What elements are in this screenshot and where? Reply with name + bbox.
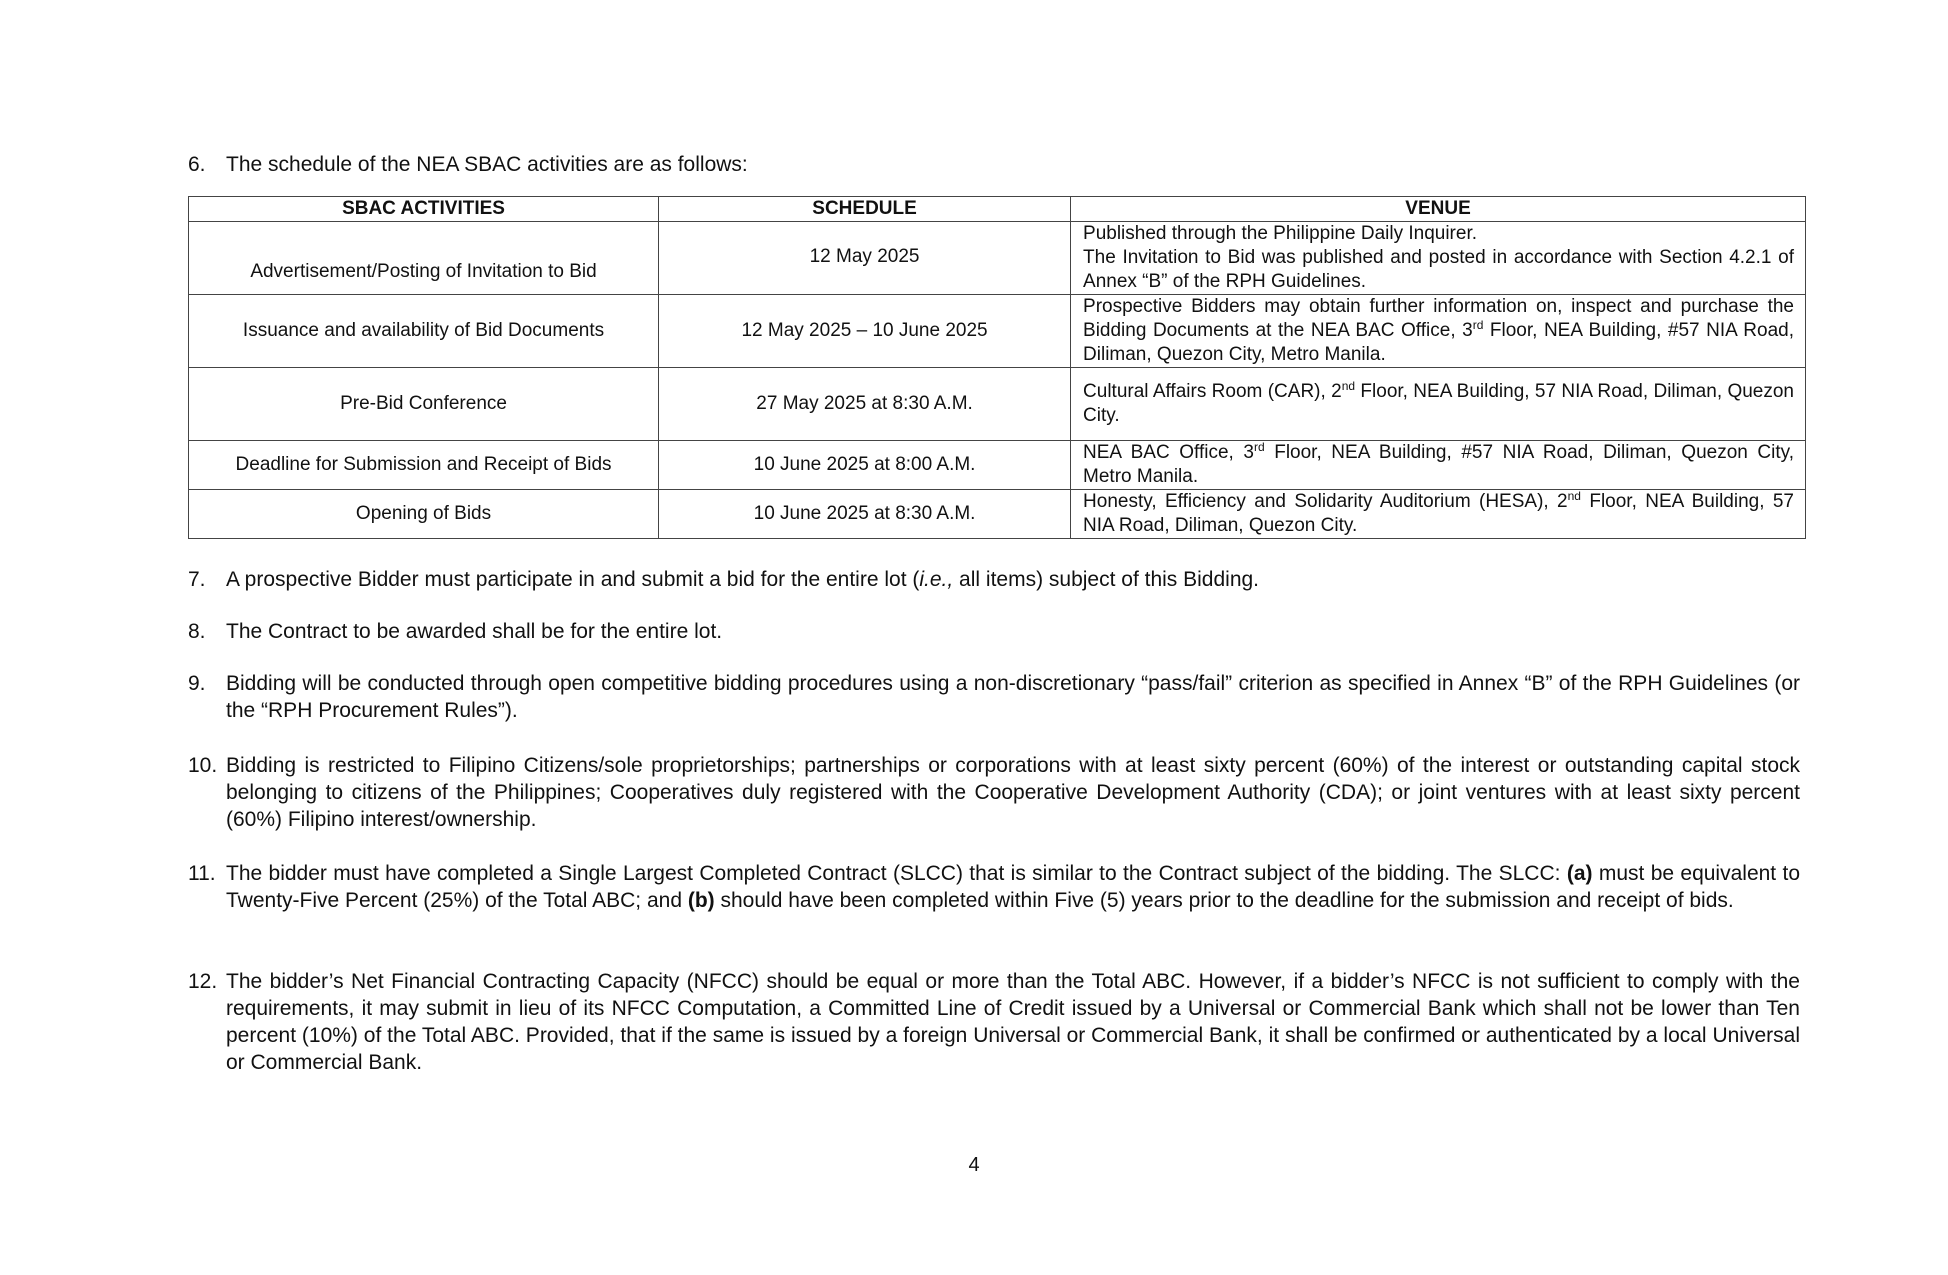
venue-cell (1071, 441, 1806, 490)
text-run: The bidder must have completed a Single Largest Completed Contract (SLCC) that is similar to the Contract subject of the bidding. The SLCC: (226, 862, 1567, 885)
item-text: Bidding will be conducted through open competitive bidding procedures using a non-discretionary “pass/fail” criterion as specified in Annex “B” of the RPH Guidelines (or the “RPH Procurement Rules”). (226, 672, 1800, 722)
venue-text: NEA BAC Office, 3 (1083, 442, 1254, 463)
item-8 (188, 618, 1800, 645)
item-number: 6. (188, 153, 206, 176)
item-text (226, 860, 1800, 914)
venue-cell (1071, 368, 1806, 441)
table-row (189, 441, 1806, 490)
bold-text: (a) (1566, 862, 1593, 885)
item-number: 10. (188, 754, 218, 777)
venue-text: Floor, NEA Building, 57 NIA Road, Diliman, Quezon City. (1083, 381, 1794, 426)
item-12 (188, 968, 1800, 1076)
item-9 (188, 670, 1800, 724)
table-row (189, 490, 1806, 539)
activity-cell: Opening of Bids (189, 490, 659, 539)
bold-text: (b) (687, 889, 715, 912)
table-row (189, 295, 1806, 368)
venue-line: Published through the Philippine Daily Inquirer. (1083, 223, 1478, 244)
activity-cell: Issuance and availability of Bid Documents (189, 295, 659, 368)
text-run: A prospective Bidder must participate in and submit a bid for the entire lot ( (226, 568, 920, 591)
item-7 (188, 566, 1800, 593)
table-row (189, 368, 1806, 441)
text-run: all items) subject of this Bidding. (953, 568, 1260, 591)
text-run: must be equivalent to Twenty-Five Percent (25%) of the Total ABC; and (226, 862, 1800, 912)
page-number: 4 (968, 1154, 980, 1176)
item-text (226, 566, 1800, 593)
venue-text: Floor, NEA Building, #57 NIA Road, Diliman, Quezon City, Metro Manila. (1083, 442, 1794, 487)
item-number: 11. (188, 862, 216, 885)
header-schedule: SCHEDULE (659, 197, 1071, 222)
item-6 (188, 151, 1800, 178)
venue-text: Cultural Affairs Room (CAR), 2 (1083, 381, 1342, 402)
activity-cell: Deadline for Submission and Receipt of Bids (189, 441, 659, 490)
item-11 (188, 860, 1800, 914)
venue-cell (1071, 295, 1806, 368)
schedule-cell: 10 June 2025 at 8:30 A.M. (659, 490, 1071, 539)
venue-line: The Invitation to Bid was published and posted in accordance with Section 4.2.1 of Annex “B” of the RPH Guidelines. (1083, 247, 1794, 292)
item-text: The Contract to be awarded shall be for the entire lot. (226, 620, 723, 643)
header-venue: VENUE (1071, 197, 1806, 222)
item-text: The bidder’s Net Financial Contracting Capacity (NFCC) should be equal or more than the Total ABC. However, if a bidder’s NFCC is not sufficient to comply with the requirements, it may submit in lieu of its NFCC Computation, a Committed Line of Credit issued by a Universal or Commercial Bank which shall not be lower than Ten percent (10%) of the Total ABC. Provided, that if the same is issued by a foreign Universal or Commercial Bank, it shall be confirmed or authenticated by a local Universal or Commercial Bank. (226, 970, 1800, 1074)
schedule-cell: 27 May 2025 at 8:30 A.M. (659, 368, 1071, 441)
item-number: 7. (188, 568, 206, 591)
ordinal-suffix: rd (1472, 318, 1484, 332)
schedule-table (188, 196, 1806, 539)
table-row (189, 222, 1806, 295)
venue-text: Floor, NEA Building, #57 NIA Road, Diliman, Quezon City, Metro Manila. (1083, 320, 1795, 365)
item-text: The schedule of the NEA SBAC activities are as follows: (226, 153, 748, 176)
ordinal-suffix: nd (1341, 379, 1356, 393)
text-run: should have been completed within Five (5) years prior to the deadline for the submission and receipt of bids. (714, 889, 1734, 912)
venue-cell (1071, 222, 1806, 295)
schedule-cell: 10 June 2025 at 8:00 A.M. (659, 441, 1071, 490)
activity-cell: Advertisement/Posting of Invitation to Bid (189, 222, 659, 295)
item-number: 9. (188, 672, 206, 695)
item-number: 12. (188, 970, 218, 993)
ordinal-suffix: rd (1253, 440, 1265, 454)
schedule-cell: 12 May 2025 – 10 June 2025 (659, 295, 1071, 368)
ordinal-suffix: nd (1567, 489, 1581, 503)
activity-cell: Pre-Bid Conference (189, 368, 659, 441)
table-header-row (189, 197, 1806, 222)
italic-text: i.e., (919, 568, 954, 591)
item-text: Bidding is restricted to Filipino Citizens/sole proprietorships; partnerships or corporations with at least sixty percent (60%) of the interest or outstanding capital stock belonging to citizens of the Philippines; Cooperatives duly registered with the Cooperative Development Authority (CDA); or joint ventures with at least sixty percent (60%) Filipino interest/ownership. (226, 754, 1800, 831)
item-number: 8. (188, 620, 206, 643)
venue-cell (1071, 490, 1806, 539)
venue-text: Floor, NEA Building, 57 NIA Road, Diliman, Quezon City. (1083, 491, 1795, 536)
venue-text: Honesty, Efficiency and Solidarity Auditorium (HESA), 2 (1083, 491, 1568, 512)
item-10 (188, 752, 1800, 833)
header-activities: SBAC ACTIVITIES (189, 197, 659, 222)
venue-text: Prospective Bidders may obtain further information on, inspect and purchase the Bidding Documents at the NEA BAC Office, 3 (1083, 296, 1794, 341)
schedule-cell: 12 May 2025 (659, 222, 1071, 295)
